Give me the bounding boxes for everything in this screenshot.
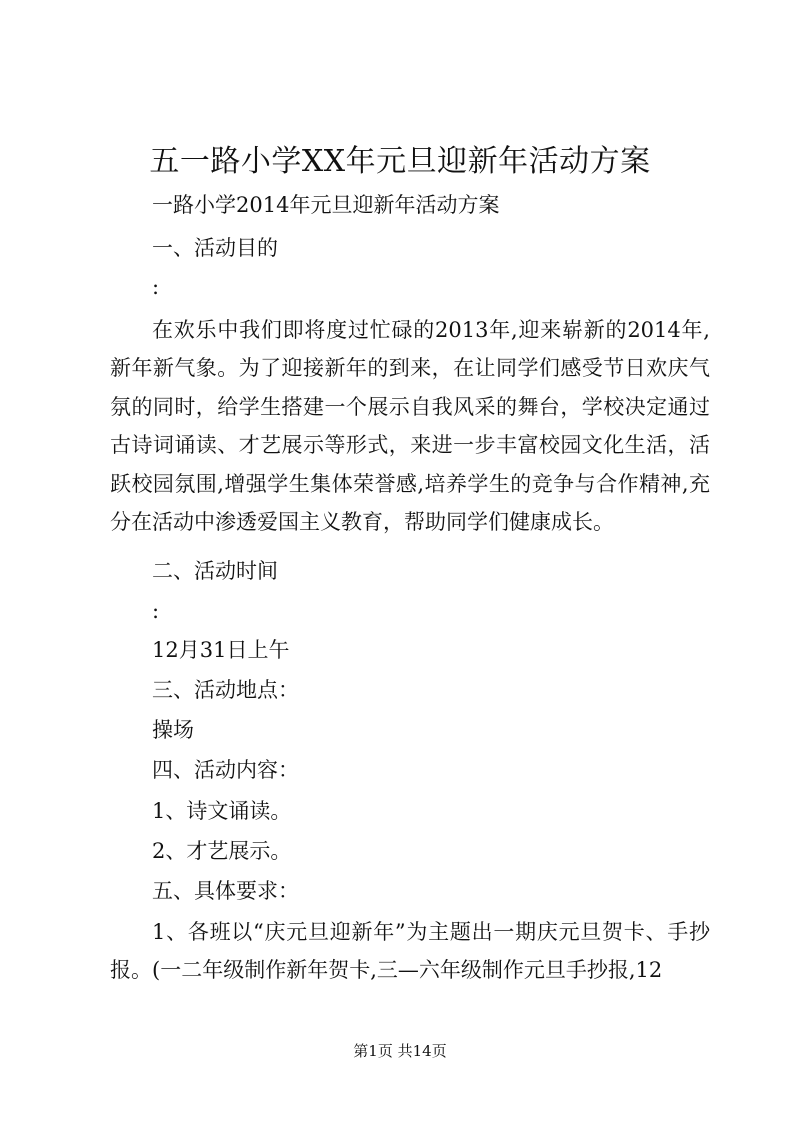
document-subtitle: 一路小学2014年元旦迎新年活动方案 bbox=[152, 193, 500, 217]
section-heading-time: 二、活动时间 bbox=[152, 559, 278, 583]
section-heading-content: 四、活动内容： bbox=[152, 758, 299, 782]
section-value-location: 操场 bbox=[152, 718, 194, 742]
section-body-purpose: 在欢乐中我们即将度过忙碌的2013年,迎来崭新的2014年,新年新气象。为了迎接新年的到来，在让同学们感受节日欢庆气氛的同时，给学生搭建一个展示自我风采的舞台，学校决定通过古诗词诵读、才艺展示等形式，来进一步丰富校园文化生活，活跃校园氛围,增强学生集体荣誉感,培养学生的竞争与合作精神,充分在活动中渗透爱国主义教育，帮助同学们健康成长。 bbox=[110, 318, 710, 535]
document-title: 五一路小学XX年元旦迎新年活动方案 bbox=[149, 144, 651, 179]
section-body-requirements: 1、各班以“庆元旦迎新年”为主题出一期庆元旦贺卡、手抄报。(一二年级制作新年贺卡,三—六年级制作元旦手抄报,12 bbox=[110, 920, 710, 983]
content-list-item: 1、诗文诵读。 bbox=[152, 799, 292, 823]
section-heading-requirements: 五、具体要求： bbox=[152, 879, 299, 903]
page-indicator: 第1页 共14页 bbox=[353, 1042, 447, 1060]
section-heading-location: 三、活动地点： bbox=[152, 678, 299, 702]
section-heading-purpose: 一、活动目的 bbox=[152, 236, 278, 260]
content-list-item: 2、才艺展示。 bbox=[152, 839, 292, 863]
section-value-time: 12月31日上午 bbox=[152, 638, 290, 662]
section-colon-purpose: : bbox=[152, 275, 160, 299]
section-colon-time: : bbox=[152, 599, 160, 623]
